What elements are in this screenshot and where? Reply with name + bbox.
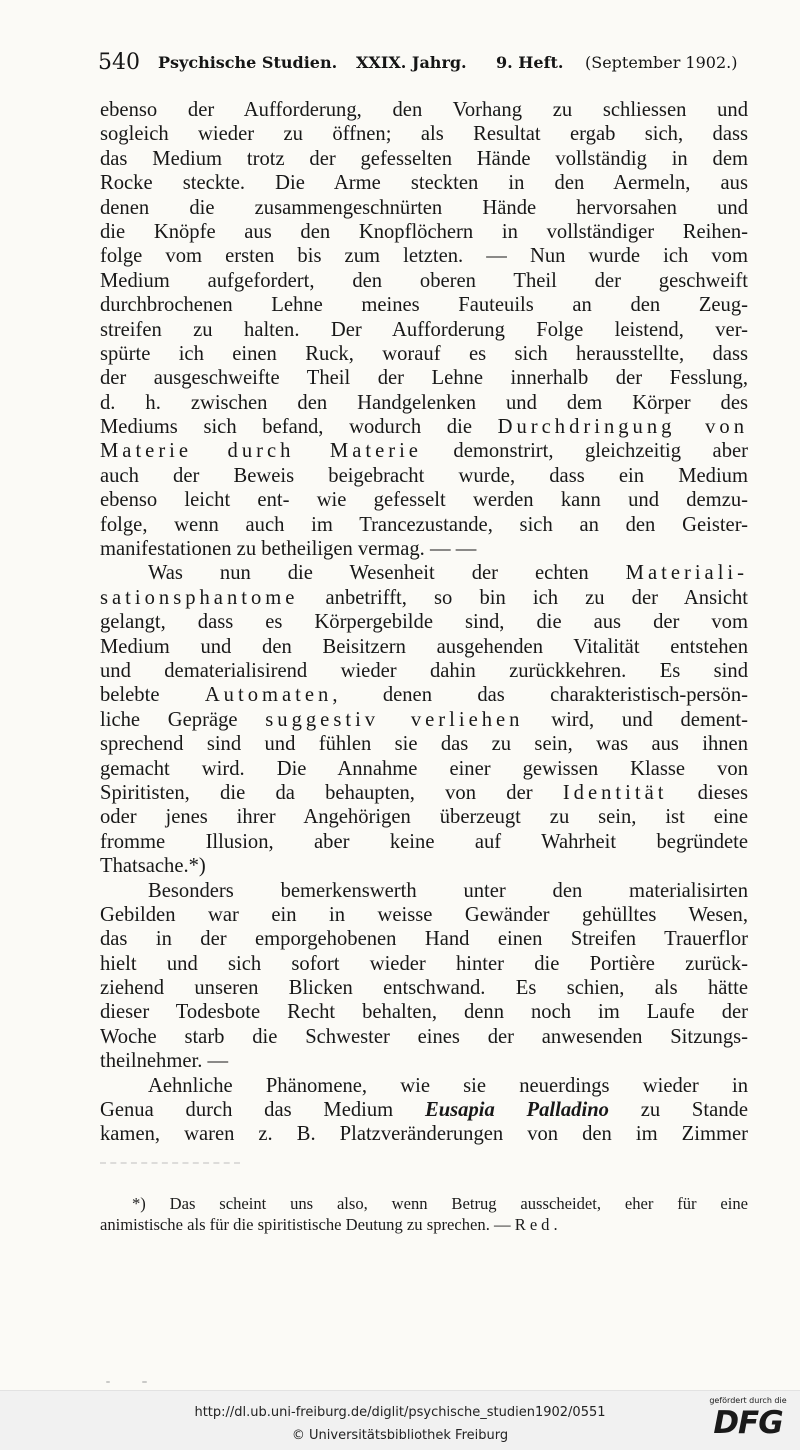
- footnote-line: *) Das scheint uns also, wenn Betrug ausscheidet, eher für eine: [132, 1194, 748, 1213]
- copyright-notice: © Universitätsbibliothek Freiburg: [291, 1428, 509, 1443]
- text-line: Aehnliche Phänomene, wie sie neuerdings wieder in: [148, 1074, 748, 1097]
- text-line: ebenso leicht ent- wie gefesselt werden kann und demzu-: [100, 489, 748, 512]
- text-line: sprechend sind und fühlen sie das zu sein, was aus ihnen: [100, 733, 748, 756]
- text-line: der ausgeschweifte Theil der Lehne innerhalb der Fesslung,: [100, 367, 748, 390]
- scan-speck: [142, 1381, 147, 1383]
- emphasis-spaced: Materie durch Materie: [100, 440, 422, 463]
- text-run: Spiritisten, die da behaupten, von der: [100, 781, 563, 804]
- text-line: [100, 708, 748, 732]
- text-line: Thatsache.*): [100, 855, 206, 878]
- text-line: auch der Beweis beigebracht wurde, dass ein Medium: [100, 464, 748, 487]
- page-number: 540: [98, 50, 140, 75]
- text-run: , denen das charakteristisch-persön-: [332, 684, 748, 707]
- footnote-line: [100, 1214, 748, 1235]
- text-line: folge, wenn auch im Trancezustande, sich an den Geister-: [100, 513, 748, 536]
- text-line: gemacht wird. Die Annahme einer gewissen Klasse von: [100, 757, 748, 780]
- text-line: Woche starb die Schwester eines der anwesenden Sitzungs-: [100, 1025, 748, 1048]
- text-line: gelangt, dass es Körpergebilde sind, die aus der vom: [100, 611, 748, 634]
- text-line: folge vom ersten bis zum letzten. — Nun wurde ich vom: [100, 245, 748, 268]
- text-run: dieses: [667, 781, 749, 804]
- text-line: fromme Illusion, aber keine auf Wahrheit begründete: [100, 830, 748, 853]
- text-line: theilnehmer. —: [100, 1050, 229, 1073]
- text-line: oder jenes ihrer Angehörigen überzeugt zu sein, ist eine: [100, 806, 748, 829]
- issue-date: (September 1902.): [585, 53, 738, 72]
- text-line: Medium und den Beisitzern ausgehenden Vitalität entstehen: [100, 635, 748, 658]
- text-line: [100, 439, 748, 463]
- text-line: kamen, waren z. B. Platzveränderungen von den im Zimmer: [100, 1123, 748, 1146]
- emphasis-spaced: Durchdringung von: [497, 416, 748, 439]
- dfg-tagline: gefördert durch die: [709, 1396, 787, 1405]
- text-run: Mediums sich befand, wodurch die: [100, 416, 498, 439]
- text-line: dieser Todesbote Recht behalten, denn noch im Laufe der: [100, 1001, 748, 1024]
- text-line: Besonders bemerkenswerth unter den materialisirten: [148, 879, 748, 902]
- emphasis-spaced: Materiali-: [625, 562, 748, 585]
- text-line: Gebilden war ein in weisse Gewänder gehülltes Wesen,: [100, 903, 748, 926]
- text-line: hielt und sich sofort wieder hinter die Portière zurück-: [100, 952, 748, 975]
- emphasis-spaced: Automaten: [204, 684, 333, 707]
- text-line: [100, 586, 748, 610]
- text-run: belebte: [100, 684, 205, 707]
- editor-signature: Red.: [514, 1215, 562, 1234]
- text-run: liche Gepräge: [100, 708, 266, 731]
- issue-label: 9. Heft.: [496, 53, 564, 72]
- text-run: Genua durch das Medium: [100, 1099, 425, 1122]
- dfg-logo: [704, 1396, 792, 1444]
- dfg-wordmark: DFG: [713, 1405, 783, 1441]
- emphasis-spaced: sationsphantome: [100, 586, 299, 609]
- text-line: [100, 683, 748, 707]
- body-text: [100, 98, 748, 1147]
- text-run: demonstrirt, gleichzeitig aber: [421, 440, 748, 463]
- text-line: ziehend unseren Blicken entschwand. Es schien, als hätte: [100, 977, 748, 1000]
- footnote: [100, 1193, 748, 1235]
- running-header: [98, 48, 758, 82]
- text-run: zu Stande: [608, 1099, 748, 1122]
- text-line: streifen zu halten. Der Aufforderung Folge leistend, ver-: [100, 318, 748, 341]
- text-line: [100, 415, 748, 439]
- permalink-url[interactable]: http://dl.ub.uni-freiburg.de/diglit/psychische_studien1902/0551: [194, 1405, 606, 1420]
- text-line: Rocke steckte. Die Arme steckten in den Aermeln, aus: [100, 172, 748, 195]
- text-line: d. h. zwischen den Handgelenken und dem Körper des: [100, 391, 748, 414]
- text-line: manifestationen zu betheiligen vermag. — —: [100, 538, 477, 561]
- text-line: und dematerialisirend wieder dahin zurückkehren. Es sind: [100, 659, 748, 682]
- text-line: sogleich wieder zu öffnen; als Resultat ergab sich, dass: [100, 123, 748, 146]
- emphasis-spaced: suggestiv verliehen: [265, 708, 524, 731]
- emphasis-italic: Eusapia Palladino: [424, 1099, 609, 1122]
- journal-title: Psychische Studien.: [158, 53, 338, 72]
- text-line: [100, 561, 748, 585]
- emphasis-spaced: Identität: [562, 781, 668, 804]
- text-line: denen die zusammengeschnürten Hände hervorsahen und: [100, 196, 748, 219]
- volume-label: XXIX. Jahrg.: [356, 53, 467, 72]
- text-run: wird, und dement-: [523, 708, 748, 731]
- text-line: [100, 1098, 748, 1122]
- text-line: das Medium trotz der gefesselten Hände vollständig in dem: [100, 147, 748, 170]
- text-line: Medium aufgefordert, den oberen Theil der geschweift: [100, 269, 748, 292]
- text-run: anbetrifft, so bin ich zu der Ansicht: [298, 586, 748, 609]
- text-run: animistische als für die spiritistische Deutung zu sprechen. —: [100, 1215, 515, 1234]
- text-line: [100, 781, 748, 805]
- footnote-separator: [100, 1162, 240, 1166]
- text-line: spürte ich einen Ruck, worauf es sich herausstellte, dass: [100, 342, 748, 365]
- scan-speck: [106, 1381, 110, 1383]
- text-line: ebenso der Aufforderung, den Vorhang zu schliessen und: [100, 99, 748, 121]
- text-line: das in der emporgehobenen Hand einen Streifen Trauerflor: [100, 928, 748, 951]
- text-line: durchbrochenen Lehne meines Fauteuils an den Zeug-: [100, 294, 748, 317]
- text-run: Was nun die Wesenheit der echten: [148, 562, 626, 585]
- text-line: die Knöpfe aus den Knopflöchern in vollständiger Reihen-: [100, 220, 748, 243]
